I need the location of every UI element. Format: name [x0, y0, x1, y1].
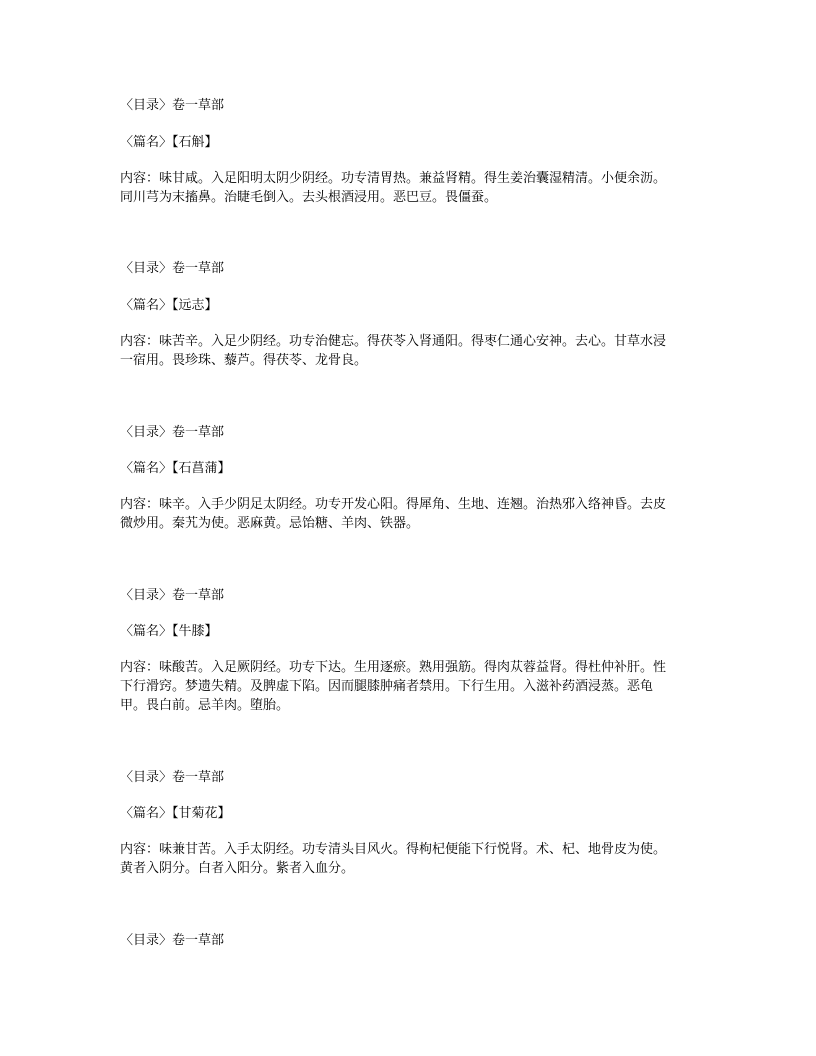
- catalog-line: 〈目录〉卷一草部: [120, 770, 225, 785]
- catalog-line: 〈目录〉卷一草部: [120, 261, 225, 276]
- entry-content: 内容：味辛。入手少阴足太阴经。功专开发心阳。得犀角、生地、连翘。治热邪入络神昏。去皮微炒用。秦艽为使。恶麻黄。忌饴糖、羊肉、铁器。: [120, 497, 667, 531]
- entry-title: 〈篇名〉【石菖蒲】: [120, 461, 231, 476]
- entry-title: 〈篇名〉【石斛】: [120, 135, 218, 150]
- catalog-line: 〈目录〉卷一草部: [120, 98, 225, 113]
- entry-title: 〈篇名〉【牛膝】: [120, 624, 218, 639]
- catalog-line: 〈目录〉卷一草部: [120, 933, 225, 948]
- entry-content: 内容：味甘咸。入足阳明太阴少阴经。功专清胃热。兼益肾精。得生姜治囊湿精清。小便余沥。同川芎为末搐鼻。治睫毛倒入。去头根酒浸用。恶巴豆。畏僵蚕。: [120, 171, 667, 205]
- entry-content: 内容：味苦辛。入足少阴经。功专治健忘。得茯苓入肾通阳。得枣仁通心安神。去心。甘草水浸一宿用。畏珍珠、藜芦。得茯苓、龙骨良。: [120, 334, 667, 368]
- entry-content: 内容：味兼甘苦。入手太阴经。功专清头目风火。得枸杞便能下行悦肾。术、杞、地骨皮为使。黄者入阴分。白者入阳分。紫者入血分。: [120, 842, 667, 876]
- entry-content: 内容：味酸苦。入足厥阴经。功专下达。生用逐瘀。熟用强筋。得肉苁蓉益肾。得杜仲补肝。性下行滑窍。梦遗失精。及脾虚下陷。因而腿膝肿痛者禁用。下行生用。入滋补药酒浸蒸。恶龟甲。畏白前。忌羊肉。堕胎。: [120, 660, 667, 713]
- entry-title: 〈篇名〉【甘菊花】: [120, 806, 231, 821]
- entry-title: 〈篇名〉【远志】: [120, 298, 218, 313]
- catalog-line: 〈目录〉卷一草部: [120, 588, 225, 603]
- catalog-line: 〈目录〉卷一草部: [120, 425, 225, 440]
